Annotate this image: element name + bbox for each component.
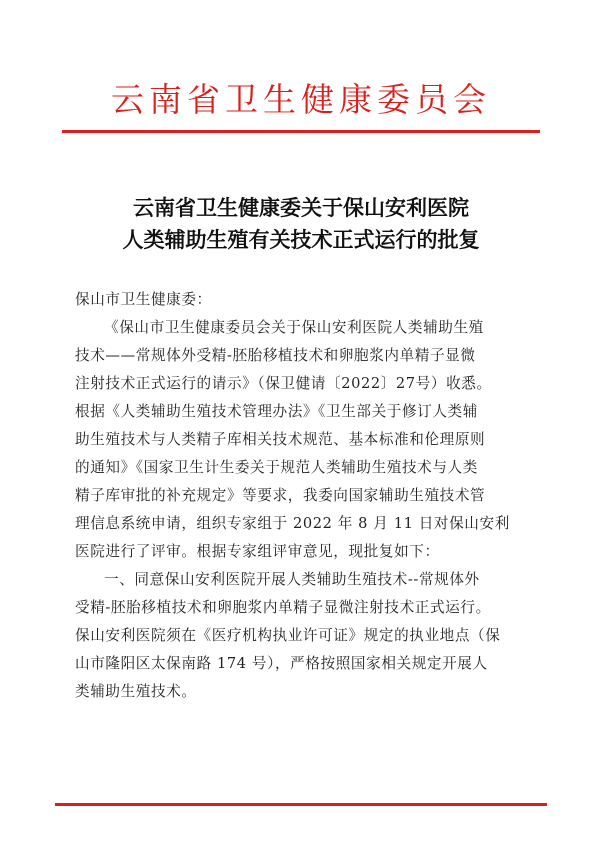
body-line: 精子库审批的补充规定》等要求，我委向国家辅助生殖技术管	[75, 487, 486, 504]
body-line: 注射技术正式运行的请示》（保卫健请〔2022〕27号）收悉。	[75, 375, 492, 392]
body-line: 医院进行了评审。根据专家组评审意见，现批复如下：	[75, 543, 440, 560]
header-red-rule	[62, 130, 540, 133]
footer-red-rule	[55, 803, 547, 806]
body-line: 《保山市卫生健康委员会关于保山安利医院人类辅助生殖	[104, 319, 484, 336]
body-line: 保山安利医院须在《医疗机构执业许可证》规定的执业地点（保	[75, 627, 501, 644]
salutation: 保山市卫生健康委：	[75, 291, 212, 308]
title-line-1: 云南省卫生健康委关于保山安利医院	[133, 195, 469, 220]
title-line-2: 人类辅助生殖有关技术正式运行的批复	[122, 227, 480, 252]
body-line: 山市隆阳区太保南路 174 号），严格按照国家相关规定开展人	[75, 655, 488, 672]
body-line: 助生殖技术与人类精子库相关技术规范、基本标准和伦理原则	[75, 431, 486, 448]
body-line: 一、同意保山安利医院开展人类辅助生殖技术--常规体外	[104, 571, 480, 588]
agency-header: 云南省卫生健康委员会	[111, 80, 491, 119]
body-line: 技术——常规体外受精-胚胎移植技术和卵胞浆内单精子显微	[75, 347, 476, 364]
body-line: 类辅助生殖技术。	[75, 683, 197, 700]
body-line: 受精-胚胎移植技术和卵胞浆内单精子显微注射技术正式运行。	[75, 599, 491, 616]
body-line: 理信息系统申请，组织专家组于 2022 年 8 月 11 日对保山安利	[75, 515, 510, 532]
document-title	[0, 192, 602, 256]
document-body	[75, 286, 535, 706]
body-line: 的通知》《国家卫生计生委关于规范人类辅助生殖技术与人类	[75, 459, 478, 476]
body-line: 根据《人类辅助生殖技术管理办法》《卫生部关于修订人类辅	[75, 403, 478, 420]
